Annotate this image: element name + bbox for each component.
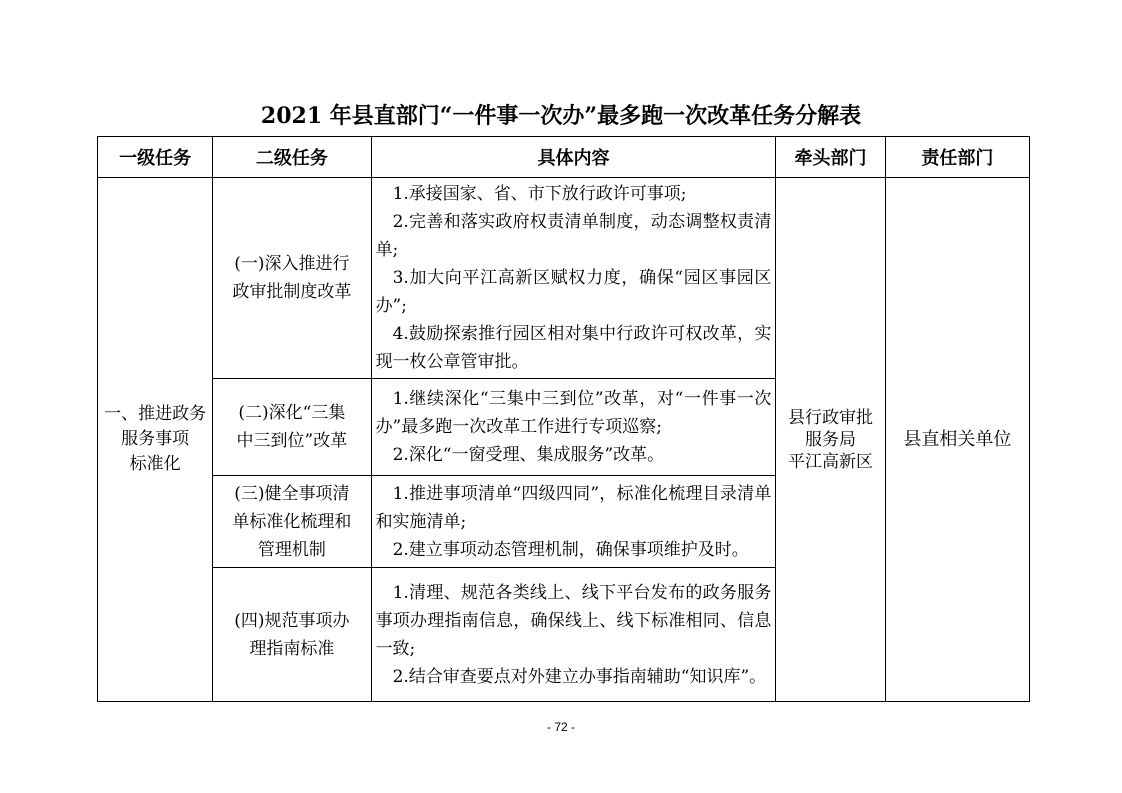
header-level1-task: 一级任务 xyxy=(98,137,213,178)
level2-task-line: 管理机制 xyxy=(257,539,326,560)
header-level2-task: 二级任务 xyxy=(213,137,371,178)
content-item: 2.完善和落实政府权责清单制度，动态调整权责清单; xyxy=(375,212,772,260)
content-item: 2.深化“一窗受理、集成服务”改革。 xyxy=(392,445,665,465)
level2-task-line: (一)深入推进行 xyxy=(234,254,350,274)
level2-task-line: (四)规范事项办 xyxy=(234,610,350,631)
lead-department-cell xyxy=(776,178,885,702)
content-item: 4.鼓励探索推行园区相对集中行政许可权改革，实现一枚公章管审批。 xyxy=(375,324,772,372)
content-cell xyxy=(371,476,776,568)
content-item: 2.结合审查要点对外建立办事指南辅助“知识库”。 xyxy=(392,666,767,687)
content-cell xyxy=(371,379,776,476)
table-row xyxy=(98,178,1030,379)
lead-department-line: 平江高新区 xyxy=(788,451,874,472)
header-lead-department: 牵头部门 xyxy=(776,137,885,178)
level1-task-line: 服务事项 xyxy=(121,429,190,449)
level2-task-line: 中三到位”改革 xyxy=(236,431,348,451)
content-cell xyxy=(371,568,776,702)
level1-task-line: 一、推进政务 xyxy=(104,404,207,424)
content-cell xyxy=(371,178,776,379)
table-header-row xyxy=(98,137,1030,178)
content-item: 1.继续深化“三集中三到位”改革，对“一件事一次办”最多跑一次改革工作进行专项巡察; xyxy=(375,389,772,437)
level2-task-line: (二)深化“三集 xyxy=(238,403,346,423)
level2-task-cell xyxy=(213,568,371,702)
level1-task-cell xyxy=(98,178,213,702)
content-item: 1.推进事项清单“四级四同”，标准化梳理目录清单和实施清单; xyxy=(375,483,772,532)
content-item: 3.加大向平江高新区赋权力度，确保“园区事园区办”; xyxy=(375,268,772,316)
lead-department-line: 服务局 xyxy=(805,429,857,450)
level2-task-line: 单标准化梳理和 xyxy=(232,511,352,532)
level2-task-line: 理指南标准 xyxy=(249,638,335,659)
level2-task-line: 政审批制度改革 xyxy=(232,282,352,302)
lead-department-line: 县行政审批 xyxy=(788,407,874,428)
task-table xyxy=(97,136,1030,702)
level2-task-cell xyxy=(213,379,371,476)
content-item: 2.建立事项动态管理机制，确保事项维护及时。 xyxy=(392,539,749,560)
responsible-department-cell: 县直相关单位 xyxy=(885,178,1029,702)
content-item: 1.承接国家、省、市下放行政许可事项; xyxy=(392,184,687,204)
header-responsible-department: 责任部门 xyxy=(885,137,1029,178)
level2-task-cell xyxy=(213,178,371,379)
page-number: - 72 - xyxy=(546,720,575,734)
header-content: 具体内容 xyxy=(371,137,776,178)
level2-task-line: (三)健全事项清 xyxy=(234,483,350,504)
level2-task-cell xyxy=(213,476,371,568)
document-title: 2021 年县直部门“一件事一次办”最多跑一次改革任务分解表 xyxy=(260,103,862,129)
content-item: 1.清理、规范各类线上、线下平台发布的政务服务事项办理指南信息，确保线上、线下标准相同、信息一致; xyxy=(375,582,772,659)
level1-task-line: 标准化 xyxy=(129,454,181,474)
